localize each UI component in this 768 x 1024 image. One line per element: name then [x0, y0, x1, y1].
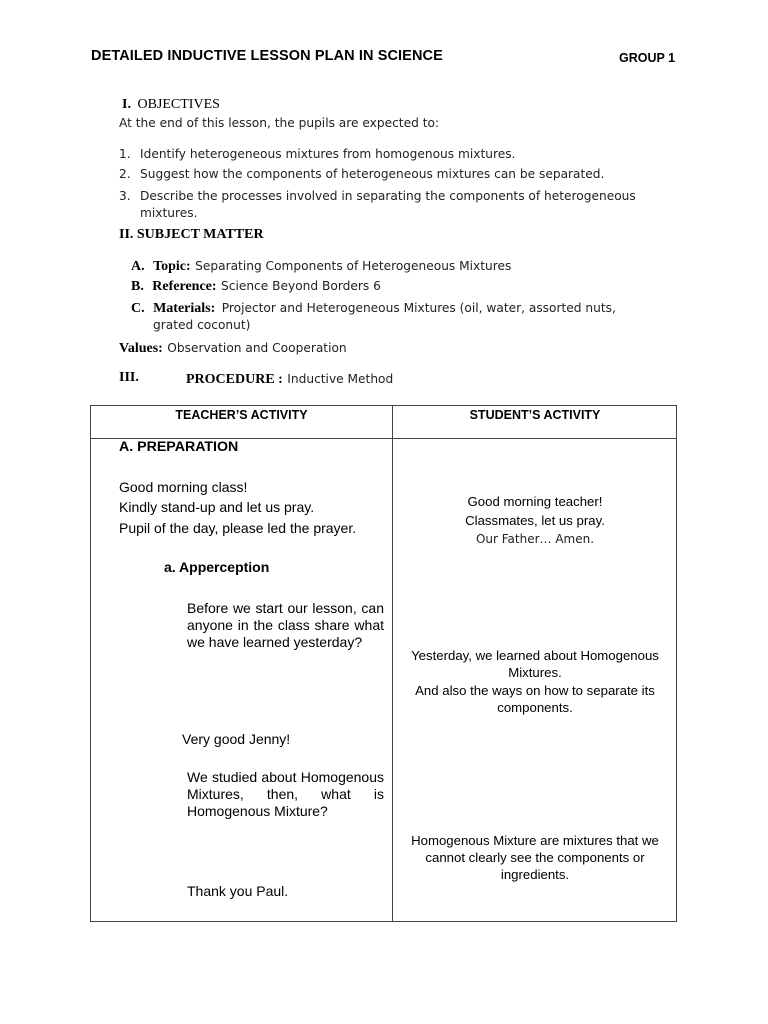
objectives-intro: At the end of this lesson, the pupils are expected to:	[119, 116, 440, 130]
teacher-praise: Very good Jenny!	[182, 731, 291, 747]
procedure-label: PROCEDURE :	[186, 372, 283, 387]
student-answer-definition: Homogenous Mixture are mixtures that we cannot clearly see the components or ingredients.	[411, 833, 659, 882]
activity-table	[90, 405, 677, 922]
teacher-question-review: Before we start our lesson, can anyone in the class share what we have learned yesterday?	[187, 600, 384, 650]
procedure-line	[186, 370, 393, 388]
reference-letter: B.	[131, 279, 144, 294]
objective-item-1	[119, 147, 516, 161]
objectives-heading	[122, 97, 220, 113]
objective-number: 3.	[119, 189, 131, 203]
objective-item-3	[119, 189, 636, 203]
subject-topic	[131, 257, 511, 275]
teacher-greeting: Good morning class!	[119, 479, 248, 495]
materials-value-continued: grated coconut)	[153, 318, 251, 332]
teacher-prayer-leader: Pupil of the day, please led the prayer.	[119, 520, 357, 536]
procedure-number: III.	[119, 370, 139, 385]
student-answer-review: Yesterday, we learned about Homogenous Mixtures.	[411, 648, 659, 680]
subject-matter-heading: II. SUBJECT MATTER	[119, 227, 264, 242]
reference-label: Reference:	[152, 279, 217, 294]
teacher-activity-header: TEACHER’S ACTIVITY	[175, 408, 308, 422]
subject-values	[119, 339, 347, 357]
student-activity-header: STUDENT’S ACTIVITY	[469, 408, 601, 422]
objective-number: 1.	[119, 147, 131, 161]
materials-value: Projector and Heterogeneous Mixtures (oil, water, assorted nuts,	[221, 301, 616, 315]
objective-text: Describe the processes involved in separating the components of heterogeneous	[140, 189, 636, 203]
values-text: Observation and Cooperation	[167, 341, 347, 355]
teacher-thanks: Thank you Paul.	[187, 883, 289, 899]
materials-label: Materials:	[153, 301, 216, 316]
objective-item-3-continued: mixtures.	[140, 206, 198, 220]
preparation-heading: A. PREPARATION	[119, 439, 239, 455]
objective-text: Suggest how the components of heterogeneous mixtures can be separated.	[140, 167, 605, 181]
objective-number: 2.	[119, 167, 131, 181]
student-prayer-call: Classmates, let us pray.	[465, 513, 605, 528]
materials-letter: C.	[131, 301, 145, 316]
topic-value: Separating Components of Heterogeneous Mixtures	[195, 259, 512, 273]
values-label: Values:	[119, 341, 163, 356]
table-column-divider	[392, 406, 393, 921]
objectives-title: OBJECTIVES	[137, 97, 220, 112]
subject-materials	[131, 299, 616, 317]
student-prayer: Our Father… Amen.	[475, 532, 595, 546]
topic-label: Topic:	[153, 259, 191, 274]
topic-letter: A.	[131, 259, 145, 274]
apperception-heading: a. Apperception	[164, 559, 270, 575]
objective-text: Identify heterogeneous mixtures from homogenous mixtures.	[140, 147, 516, 161]
document-title: DETAILED INDUCTIVE LESSON PLAN IN SCIENCE	[91, 48, 443, 64]
reference-value: Science Beyond Borders 6	[221, 279, 381, 293]
procedure-value: Inductive Method	[287, 372, 394, 386]
student-answer-separation: And also the ways on how to separate its components.	[415, 683, 655, 715]
objectives-number: I.	[122, 97, 131, 112]
student-greeting: Good morning teacher!	[467, 494, 603, 509]
objective-item-2	[119, 167, 605, 181]
teacher-prayer-request: Kindly stand-up and let us pray.	[119, 499, 315, 515]
teacher-question-definition: We studied about Homogenous Mixtures, then, what is Homogenous Mixture?	[187, 769, 384, 819]
group-label: GROUP 1	[619, 51, 676, 65]
subject-reference	[131, 277, 381, 295]
